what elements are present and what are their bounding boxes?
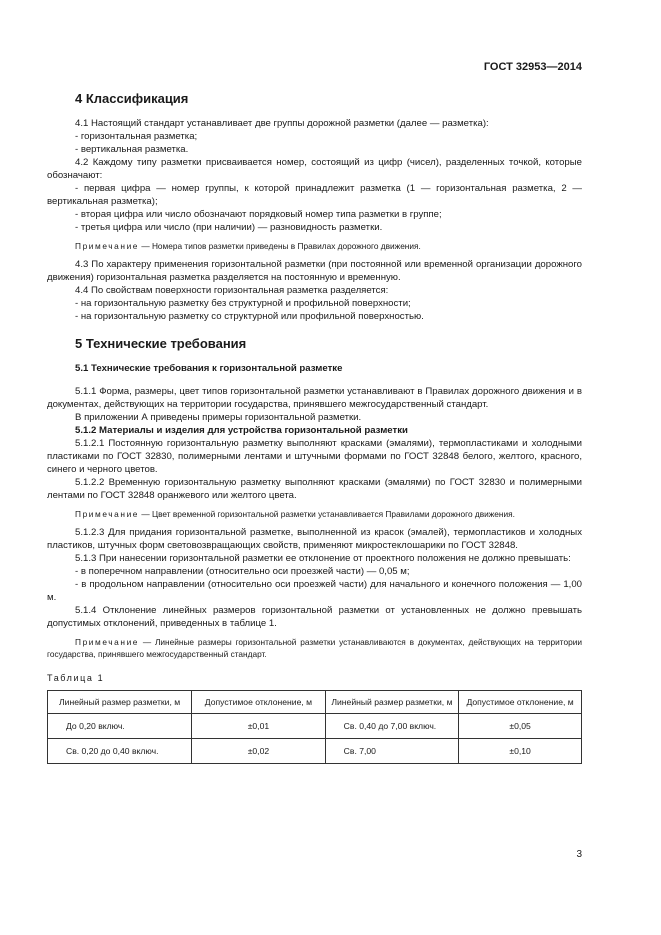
note — [47, 508, 582, 520]
paragraph-4-3: 4.3 По характеру применения горизонтальной разметки (при постоянной или временной организации дорожного движения) горизонтальная разметка разделяется на постоянную и временную. — [47, 259, 582, 283]
page-number: 3 — [576, 849, 582, 860]
section-5-title: 5 Технические требования — [75, 336, 247, 351]
paragraph-4-2: 4.2 Каждому типу разметки присваивается номер, состоящий из цифр (чисел), разделенных точкой, которые обозначают: — [47, 157, 582, 181]
table-cell: До 0,20 включ. — [48, 714, 192, 739]
table-cell: Св. 0,40 до 7,00 включ. — [325, 714, 459, 739]
table-cell: ±0,05 — [459, 714, 582, 739]
paragraph-4-4: 4.4 По свойствам поверхности горизонтальная разметка разделяется: — [75, 285, 389, 296]
table-cell: Св. 7,00 — [325, 739, 459, 764]
list-item: - вторая цифра или число обозначают порядковый номер типа разметки в группе; — [75, 209, 442, 220]
paragraph-4-1: 4.1 Настоящий стандарт устанавливает две группы дорожной разметки (далее — разметка): — [75, 118, 489, 129]
deviation-table — [47, 690, 582, 764]
column-header: Допустимое отклонение, м — [192, 691, 326, 714]
column-header: Линейный размер разметки, м — [325, 691, 459, 714]
note — [47, 636, 582, 660]
note-text: — Цвет временной горизонтальной разметки устанавливается Правилами дорожного движения. — [139, 509, 515, 519]
column-header: Допустимое отклонение, м — [459, 691, 582, 714]
section-4-title: 4 Классификация — [75, 91, 189, 106]
list-item: - третья цифра или число (при наличии) — разновидность разметки. — [75, 222, 383, 233]
note-label: Примечание — [75, 637, 140, 647]
table-row — [48, 739, 582, 764]
paragraph-5-1-1: 5.1.1 Форма, размеры, цвет типов горизонтальной разметки устанавливают в Правилах дорожного движения и в документах, действующих на территории государства, принявшего межгосударственный стандарт. — [47, 386, 582, 410]
note-text: — Линейные размеры горизонтальной разметки устанавливаются в документах, действующих на территории государства, принявшего межгосударственный стандарт. — [47, 637, 582, 659]
table-row — [48, 714, 582, 739]
paragraph-5-1-2-3: 5.1.2.3 Для придания горизонтальной разметке, выполненной из красок (эмалей), термопластиков и холодных пластиков, штучных форм световозвращающих свойств, применяют микростеклошарики по ГОСТ 32848. — [47, 527, 582, 551]
paragraph-5-1-3: 5.1.3 При нанесении горизонтальной разметки ее отклонение от проектного положения не должно превышать: — [75, 553, 571, 564]
table-caption: Таблица 1 — [47, 673, 105, 683]
paragraph-5-1-1-b: В приложении А приведены примеры горизонтальной разметки. — [75, 412, 362, 423]
note-text: — Номера типов разметки приведены в Правилах дорожного движения. — [139, 241, 421, 251]
note-label: Примечание — [75, 509, 140, 519]
list-item: - на горизонтальную разметку без структурной и профильной поверхности; — [75, 298, 411, 309]
subsection-5-1-2-title: 5.1.2 Материалы и изделия для устройства горизонтальной разметки — [75, 425, 408, 436]
list-item: - вертикальная разметка. — [75, 144, 189, 155]
paragraph-5-1-2-2: 5.1.2.2 Временную горизонтальную разметку выполняют красками (эмалями) по ГОСТ 32830 и полимерными лентами по ГОСТ 32848 оранжевого или желтого цвета. — [47, 477, 582, 501]
document-header: ГОСТ 32953—2014 — [483, 61, 582, 73]
paragraph-5-1-2-1: 5.1.2.1 Постоянную горизонтальную разметку выполняют красками (эмалями), термопластиками и холодными пластиками по ГОСТ 32830, полимерными лентами и штучными формами по ГОСТ 32848 белого, желтого, красного, синего и черного цветов. — [47, 438, 582, 475]
table-cell: ±0,10 — [459, 739, 582, 764]
subsection-5-1-title: 5.1 Технические требования к горизонтальной разметке — [75, 363, 343, 374]
note-label: Примечание — [75, 241, 140, 251]
table-cell: ±0,01 — [192, 714, 326, 739]
list-item: - горизонтальная разметка; — [75, 131, 198, 142]
table-cell: Св. 0,20 до 0,40 включ. — [48, 739, 192, 764]
list-item: - в продольном направлении (относительно оси проезжей части) для начального и конечного положения — 1,00 м. — [47, 579, 582, 603]
note — [47, 240, 582, 252]
paragraph-5-1-4: 5.1.4 Отклонение линейных размеров горизонтальной разметки от установленных не должно превышать допустимых отклонений, приведенных в таблице 1. — [47, 605, 582, 629]
list-item: - на горизонтальную разметку со структурной или профильной поверхностью. — [75, 311, 424, 322]
table-cell: ±0,02 — [192, 739, 326, 764]
page-content — [47, 90, 582, 764]
list-item: - первая цифра — номер группы, к которой принадлежит разметка (1 — горизонтальная разметка, 2 — вертикальная разметка); — [47, 183, 582, 207]
list-item: - в поперечном направлении (относительно оси проезжей части) — 0,05 м; — [75, 566, 410, 577]
column-header: Линейный размер разметки, м — [48, 691, 192, 714]
table-header-row — [48, 691, 582, 714]
